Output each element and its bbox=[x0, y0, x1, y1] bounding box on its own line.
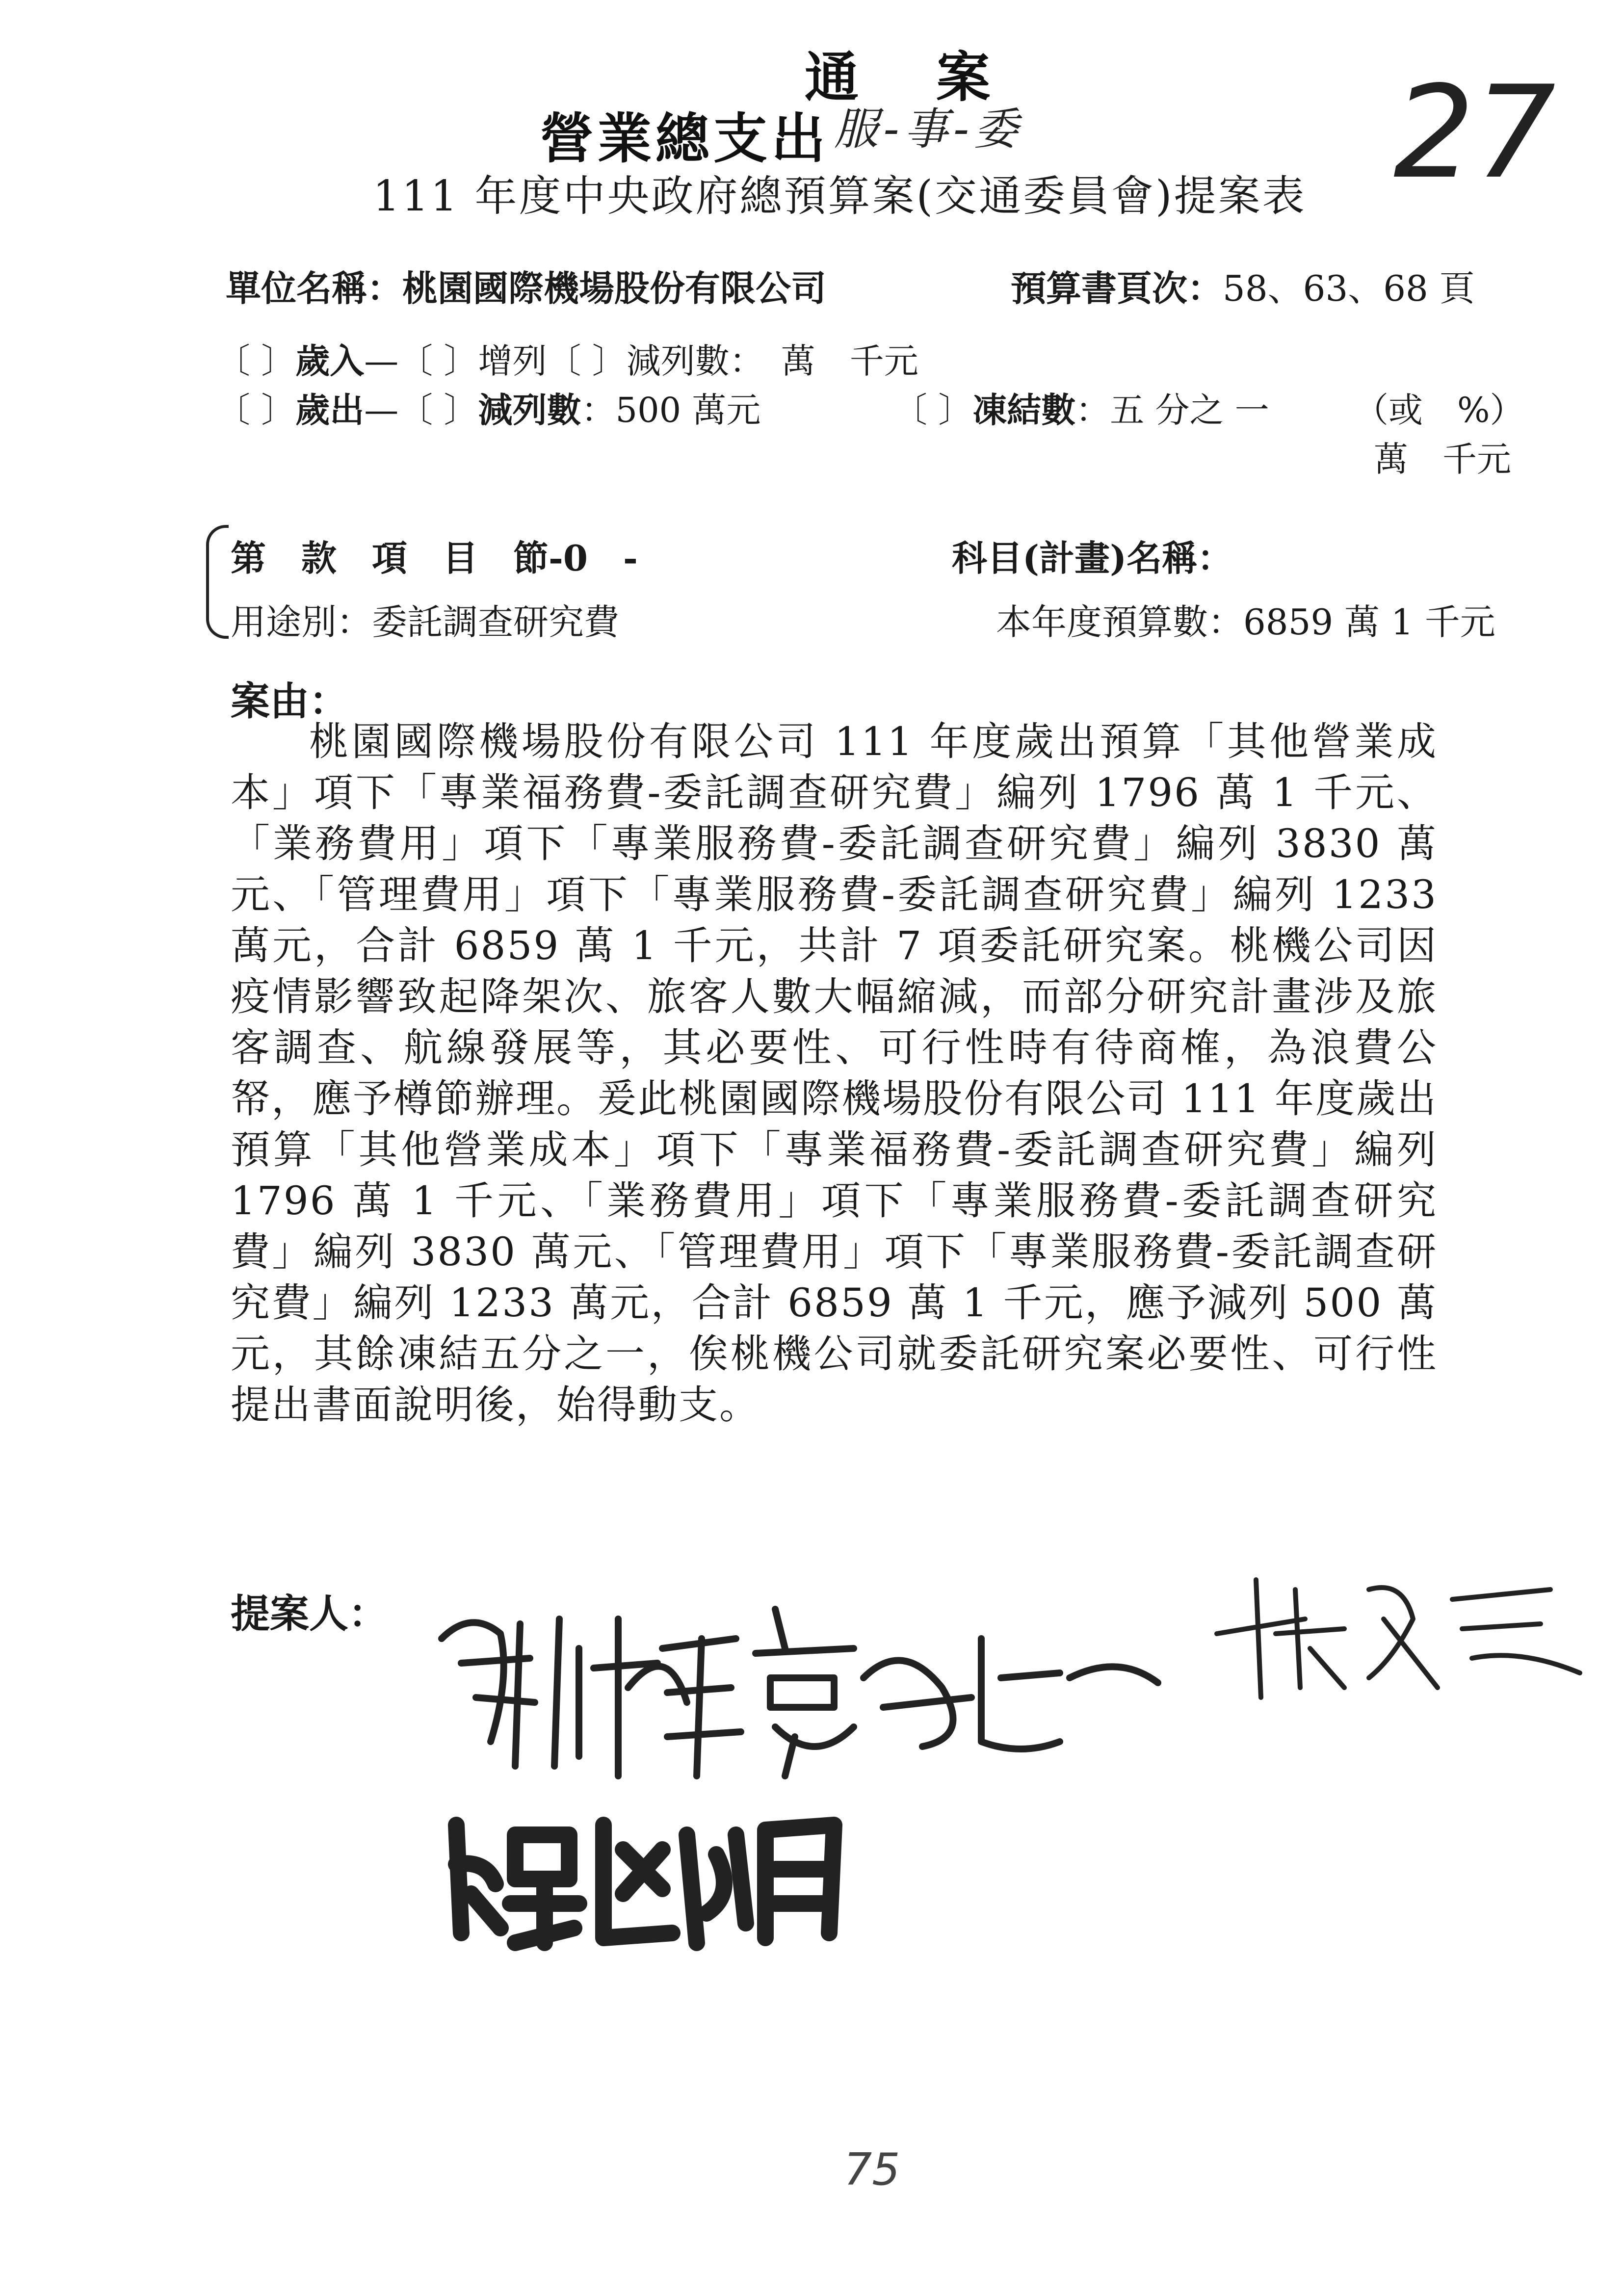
pages-label: 預算書頁次： bbox=[1011, 267, 1223, 309]
freeze-row bbox=[893, 383, 1269, 432]
freeze-or: （或 %） bbox=[1354, 390, 1524, 430]
freeze-label: 凍結數 bbox=[972, 390, 1076, 430]
reason-body: 桃園國際機場股份有限公司 111 年度歲出預算「其他營業成本」項下「專業福務費-委託調查研究費」編列 1796 萬 1 千元、「業務費用」項下「專業服務費-委託調查研究費」編列 3830 萬元、「管理費用」項下「專業服務費-委託調查研究費」編列 1233 萬元，合計 6859 萬 1 千元，共計 7 項委託研究案。桃機公司因疫情影響致起降架次、旅客人數大幅縮減，而部分研究計畫涉及旅客調查、航線發展等，其必要性、可行性時有待商榷，為浪費公帑，應予樽節辦理。爰此桃園國際機場股份有限公司 111 年度歲出預算「其他營業成本」項下「專業福務費-委託調查研究費」編列 1796 萬 1 千元、「業務費用」項下「專業服務費-委託調查研究費」編列 3830 萬元、「管理費用」項下「專業服務費-委託調查研究費」編列 1233 萬元，合計 6859 萬 1 千元，應予減列 500 萬元，其餘凍結五分之一，俟桃機公司就委託研究案必要性、可行性提出書面說明後，始得動支。 bbox=[231, 719, 1438, 1428]
account-sections bbox=[231, 530, 638, 581]
revenue-bracket: 〔 〕 bbox=[216, 341, 296, 381]
freeze-unit: 萬 千元 bbox=[1374, 439, 1511, 479]
budget-amount: 本年度預算數：6859 萬 1 千元 bbox=[996, 601, 1495, 643]
reason-label: 案由： bbox=[231, 678, 348, 724]
handwritten-note: 服-事-委 bbox=[834, 104, 1023, 155]
proposer-label: 提案人： bbox=[231, 1591, 388, 1637]
subject-label: 科目(計畫)名稱： bbox=[952, 537, 1233, 579]
revenue-rest: —〔 〕增列〔 〕減列數： 萬 千元 bbox=[364, 341, 918, 381]
account-bracket bbox=[206, 525, 229, 639]
budget-pages-row bbox=[1011, 260, 1475, 311]
revenue-label: 歲入 bbox=[295, 340, 365, 381]
unit-label: 單位名稱： bbox=[226, 267, 403, 309]
expense-label: 歲出 bbox=[295, 390, 365, 430]
usage-text: 用途別：委託調查研究費 bbox=[231, 601, 620, 643]
unit-row bbox=[226, 260, 826, 311]
freeze-value: ：五 分之 一 bbox=[1075, 390, 1269, 430]
document-title: 111 年度中央政府總預算案(交通委員會)提案表 bbox=[373, 172, 1307, 221]
org-line: 營業總支出 bbox=[540, 107, 829, 170]
signature-1 bbox=[432, 1580, 1168, 1786]
expense-bracket: 〔 〕 bbox=[216, 390, 296, 430]
signature-2 bbox=[1207, 1560, 1590, 1707]
freeze-bracket: 〔 〕 bbox=[893, 390, 973, 430]
expense-dash: —〔 〕 bbox=[364, 390, 478, 430]
stamp-top: 通 案 bbox=[805, 46, 1020, 109]
footer-note: 75 bbox=[844, 2144, 900, 2195]
sections-text: 第 款 項 目 節-0 - bbox=[231, 537, 638, 579]
signature-3 bbox=[442, 1805, 844, 1953]
cut-label: 減列數 bbox=[478, 390, 581, 430]
revenue-row bbox=[216, 334, 918, 383]
expense-row bbox=[216, 383, 760, 432]
unit-name: 桃園國際機場股份有限公司 bbox=[402, 267, 827, 309]
cut-value: ：500 萬元 bbox=[581, 390, 761, 430]
page-number: 27 bbox=[1393, 59, 1556, 207]
pages-value: 58、63、68 頁 bbox=[1223, 268, 1475, 309]
